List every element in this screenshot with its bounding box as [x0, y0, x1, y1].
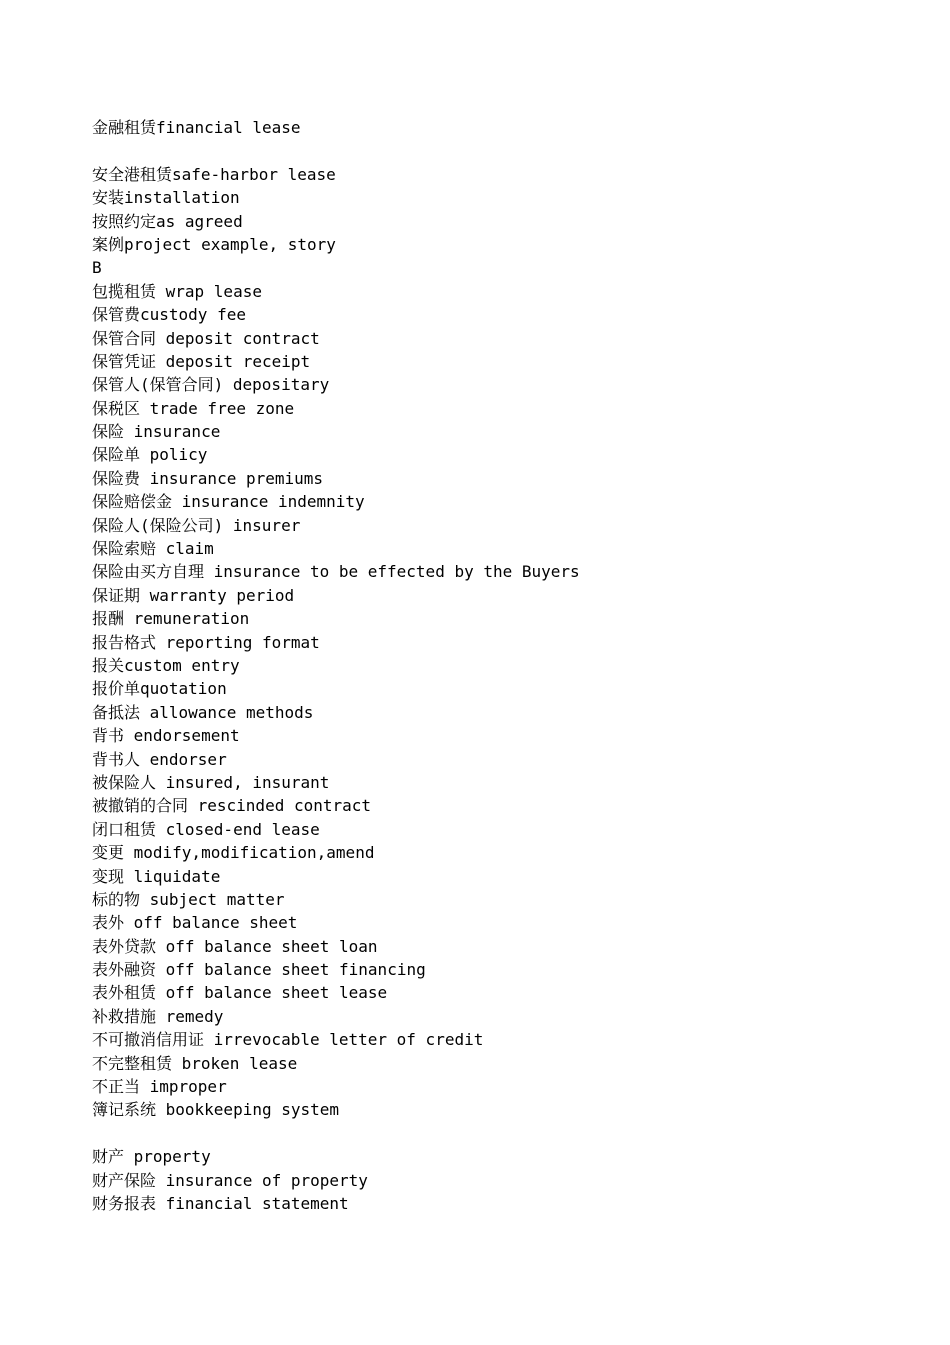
blank-line [92, 1122, 580, 1145]
glossary-entry: 被保险人 insured, insurant [92, 772, 330, 792]
glossary-entry: 不可撤消信用证 irrevocable letter of credit [92, 1030, 484, 1050]
glossary-entry: 不正当 improper [92, 1077, 227, 1097]
glossary-entry: 被撤销的合同 rescinded contract [92, 796, 372, 816]
glossary-entry: 保险人(保险公司) insurer [92, 515, 301, 535]
glossary-entry: 簿记系统 bookkeeping system [92, 1100, 340, 1120]
glossary-entry: 报告格式 reporting format [92, 632, 320, 652]
glossary-entry: B [92, 258, 102, 278]
glossary-entry: 保险赔偿金 insurance indemnity [92, 492, 365, 512]
glossary-entry: 保管凭证 deposit receipt [92, 351, 311, 371]
glossary-entry: 保险 insurance [92, 422, 221, 442]
glossary-entry: 财产保险 insurance of property [92, 1170, 368, 1190]
glossary-entry: 保管费custody fee [92, 305, 246, 325]
glossary-entry: 备抵法 allowance methods [92, 702, 314, 722]
glossary-entry: 报关custom entry [92, 655, 240, 675]
glossary-entry: 安装installation [92, 188, 240, 208]
glossary-entry: 变现 liquidate [92, 866, 221, 886]
glossary-entry: 表外租赁 off balance sheet lease [92, 983, 388, 1003]
glossary-entry: 保证期 warranty period [92, 585, 295, 605]
glossary-entry: 金融租赁financial lease [92, 118, 301, 137]
glossary-entry: 保险费 insurance premiums [92, 468, 324, 488]
glossary-entry: 补救措施 remedy [92, 1006, 224, 1026]
glossary-entry: 财务报表 financial statement [92, 1193, 349, 1213]
glossary-entry: 标的物 subject matter [92, 889, 285, 909]
glossary-entry: 按照约定as agreed [92, 211, 243, 231]
glossary-entry: 保险由买方自理 insurance to be effected by the Buyers [92, 562, 580, 582]
glossary-entry: 财产 property [92, 1147, 211, 1167]
blank-line [92, 139, 580, 162]
glossary-entry: 表外贷款 off balance sheet loan [92, 936, 378, 956]
glossary-entry: 背书 endorsement [92, 726, 240, 746]
glossary-entry: 包揽租赁 wrap lease [92, 281, 262, 301]
glossary-entry: 案例project example, story [92, 234, 336, 254]
glossary-entry: 表外融资 off balance sheet financing [92, 960, 426, 980]
glossary-entry: 变更 modify,modification,amend [92, 843, 375, 863]
glossary-entry: 保管合同 deposit contract [92, 328, 320, 348]
glossary-entry: 表外 off balance sheet [92, 913, 298, 933]
glossary-list [92, 116, 580, 1215]
glossary-entry: 保税区 trade free zone [92, 398, 295, 418]
glossary-entry: 报价单quotation [92, 679, 227, 699]
glossary-entry: 不完整租赁 broken lease [92, 1053, 298, 1073]
glossary-entry: 闭口租赁 closed-end lease [92, 819, 320, 839]
glossary-entry: 保险单 policy [92, 445, 208, 465]
glossary-entry: 背书人 endorser [92, 749, 227, 769]
glossary-entry: 报酬 remuneration [92, 609, 250, 629]
glossary-entry: 保管人(保管合同) depositary [92, 375, 330, 395]
glossary-entry: 保险索赔 claim [92, 539, 214, 559]
glossary-entry: 安全港租赁safe-harbor lease [92, 164, 336, 184]
